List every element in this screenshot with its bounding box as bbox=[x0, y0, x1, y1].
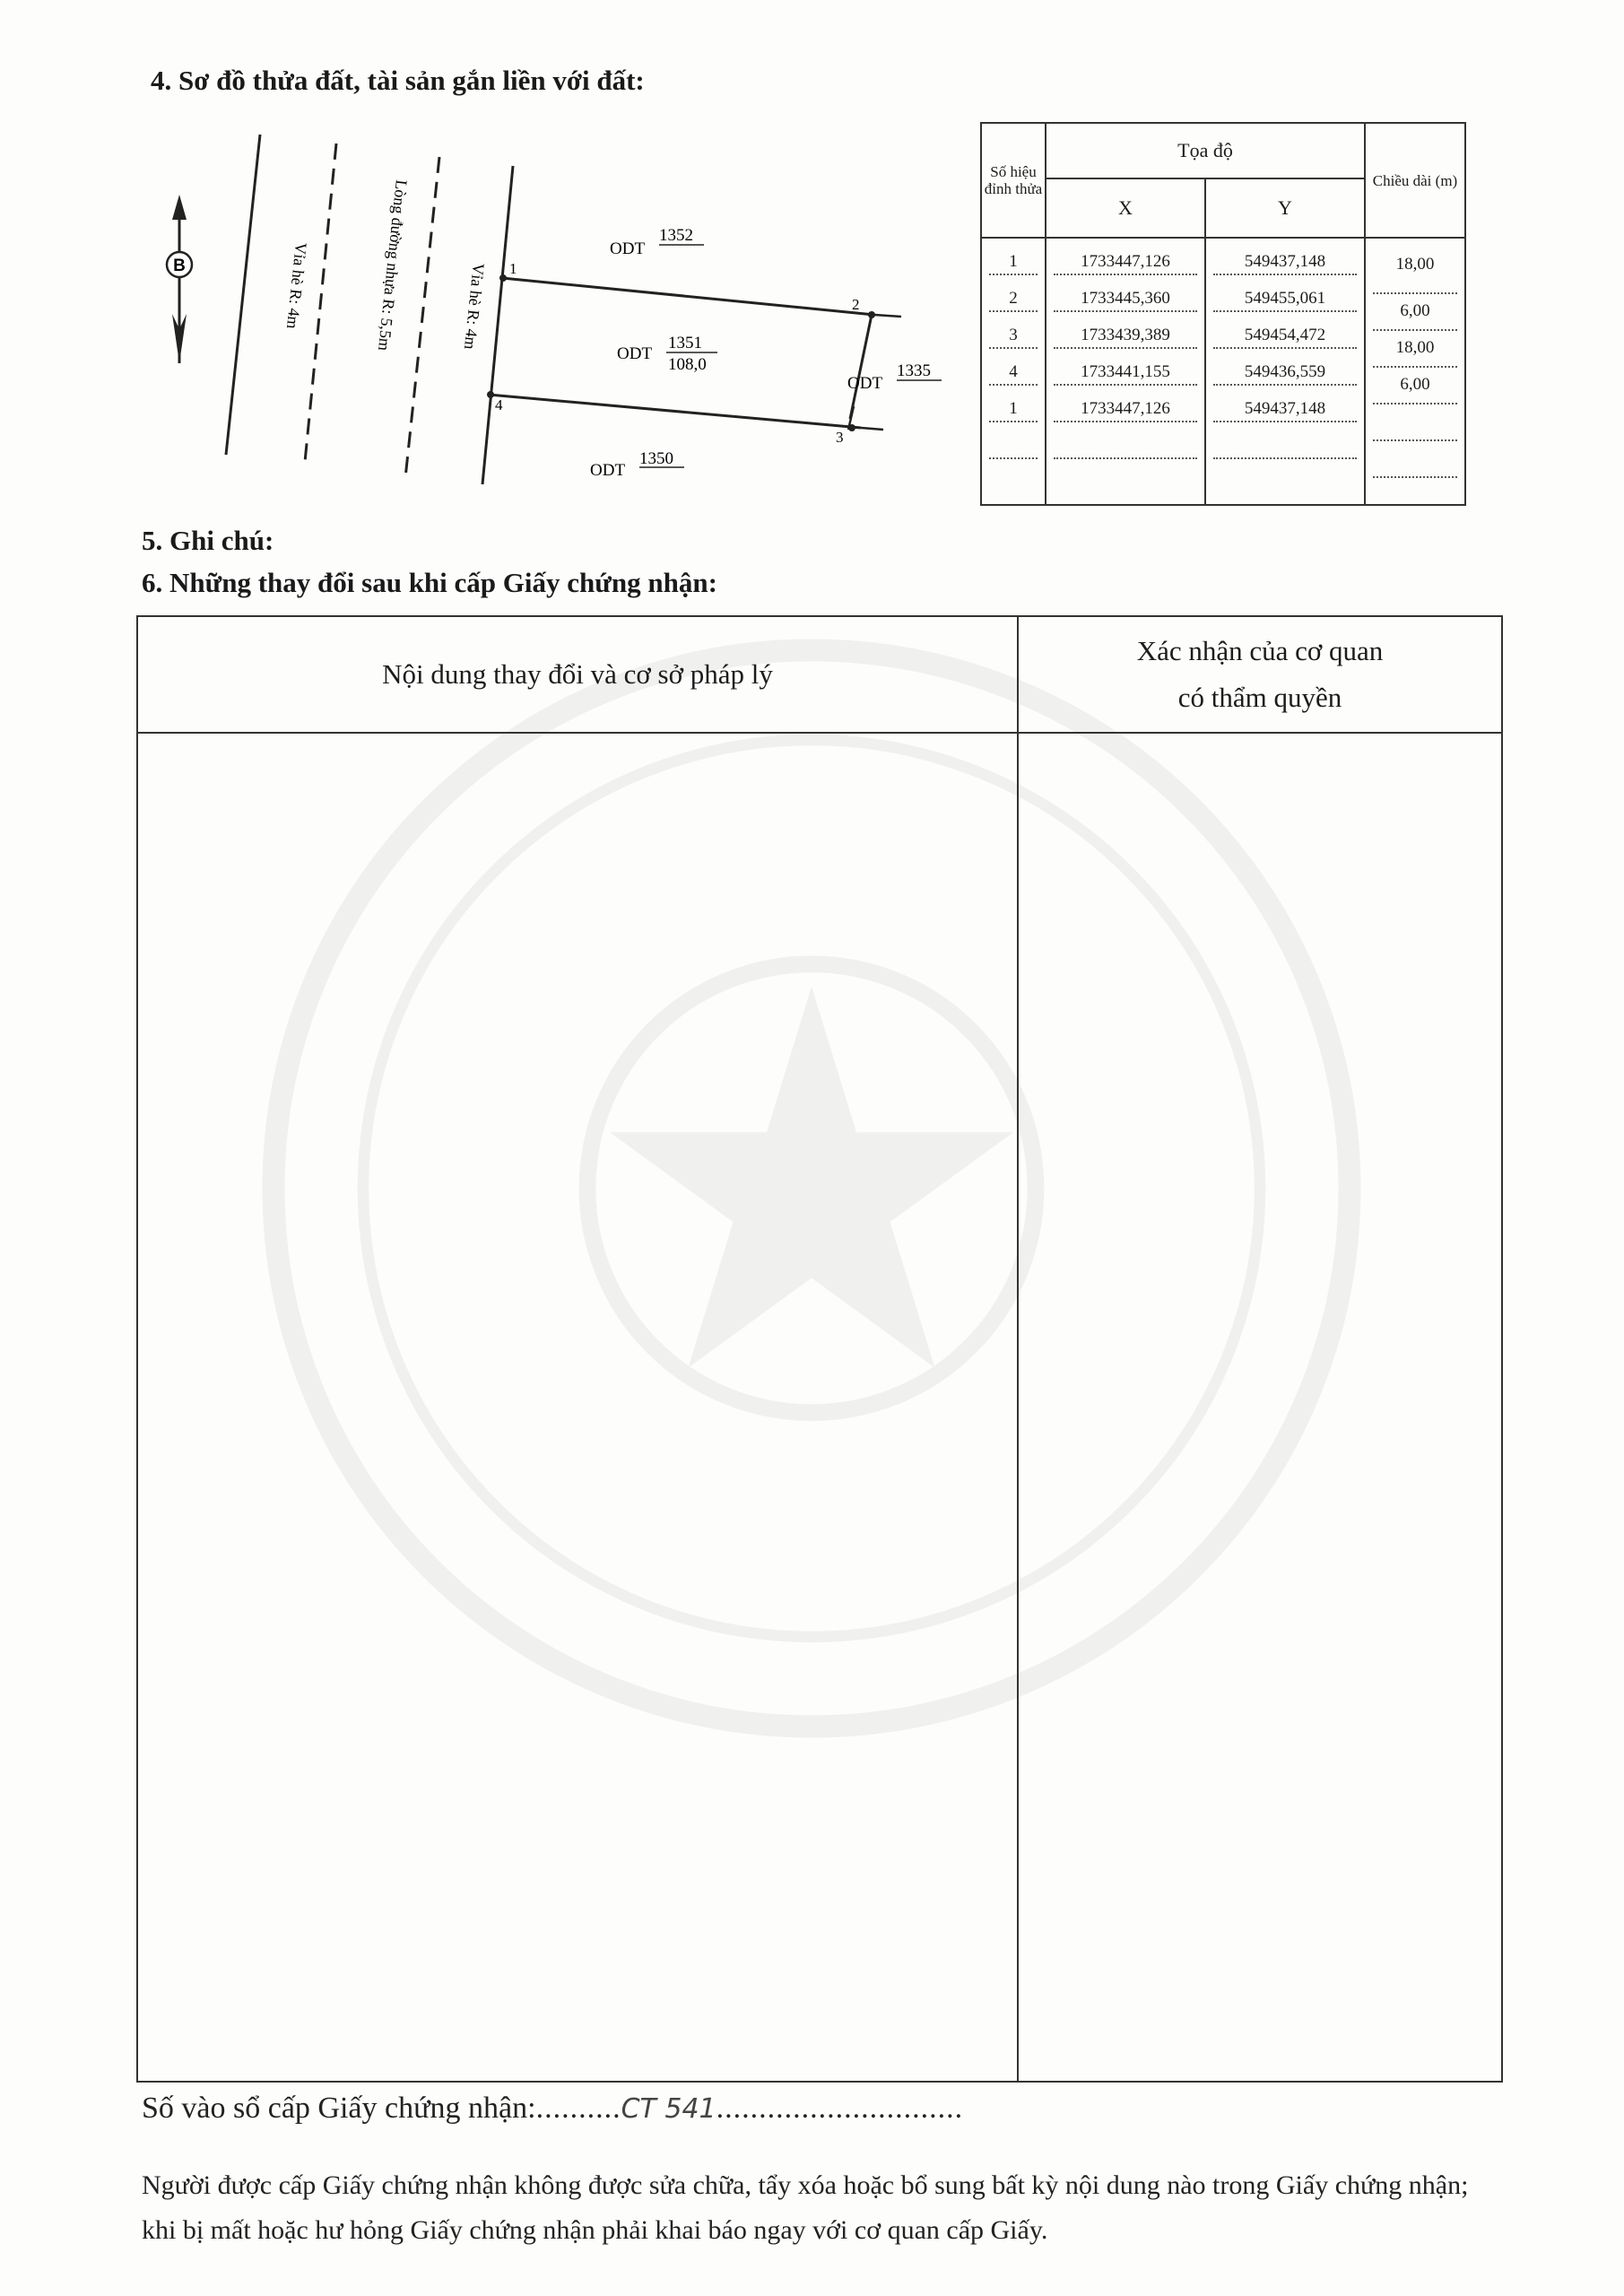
table-row: 549454,472 bbox=[1213, 312, 1357, 349]
north-arrow-icon bbox=[167, 195, 192, 363]
changes-table bbox=[136, 615, 1503, 2083]
notice-text: Người được cấp Giấy chứng nhận không được sửa chữa, tẩy xóa hoặc bổ sung bất kỳ nội dung nào trong Giấy chứng nhận; khi bị mất hoặc hư hỏng Giấy chứng nhận phải khai báo ngay với cơ quan cấp Giấy. bbox=[142, 2170, 1469, 2245]
vertex-label-4: 4 bbox=[495, 396, 503, 413]
svg-text:1335: 1335 bbox=[897, 361, 931, 380]
table-row: 549455,061 bbox=[1213, 275, 1357, 312]
parcel-edge-bottom bbox=[489, 395, 861, 428]
vertex-column bbox=[981, 238, 1046, 505]
table-row: 1733445,360 bbox=[1054, 275, 1197, 312]
changes-col2-header: Xác nhận của cơ quan có thẩm quyền bbox=[1136, 635, 1384, 713]
vertex-label-1: 1 bbox=[509, 260, 517, 277]
road-centerline-right bbox=[405, 157, 439, 478]
registry-value: CT 541 bbox=[621, 2093, 716, 2125]
table-row: 1733447,126 bbox=[1054, 386, 1197, 422]
header-length: Chiều dài (m) bbox=[1365, 123, 1465, 238]
svg-text:ODT: ODT bbox=[617, 344, 653, 363]
sidewalk-right-label: Vỉa hè R: 4m bbox=[460, 262, 488, 351]
x-column bbox=[1046, 238, 1205, 505]
table-row: 3 bbox=[989, 312, 1038, 349]
svg-text:1352: 1352 bbox=[659, 226, 693, 245]
table-row: 549437,148 bbox=[1213, 239, 1357, 275]
changes-col1-header: Nội dung thay đổi và cơ sở pháp lý bbox=[382, 658, 773, 690]
road-label: Lòng đường nhựa R: 5,5m bbox=[375, 178, 411, 352]
svg-text:ODT: ODT bbox=[590, 461, 626, 480]
section-6-title: 6. Những thay đổi sau khi cấp Giấy chứng nhận: bbox=[142, 567, 717, 598]
table-row: 6,00 bbox=[1373, 294, 1457, 331]
road-edge-right bbox=[482, 166, 513, 484]
parcel-label-main bbox=[617, 334, 717, 374]
table-row: 18,00 bbox=[1373, 331, 1457, 368]
y-column bbox=[1205, 238, 1365, 505]
table-row: 2 bbox=[989, 275, 1038, 312]
table-row: 1733439,389 bbox=[1054, 312, 1197, 349]
road-centerline-left bbox=[305, 144, 336, 462]
registry-number: Số vào sổ cấp Giấy chứng nhận:..........CT 541............................. bbox=[142, 2092, 964, 2125]
section-4-title: 4. Sơ đồ thửa đất, tài sản gắn liền với đất: bbox=[151, 65, 645, 96]
vertex-label-2: 2 bbox=[852, 296, 860, 313]
parcel-label-bottom bbox=[590, 449, 684, 480]
table-row: 4 bbox=[989, 349, 1038, 386]
table-row: 18,00 bbox=[1373, 239, 1457, 294]
svg-text:1350: 1350 bbox=[639, 449, 673, 468]
header-vertex: Số hiệu đỉnh thửa bbox=[981, 123, 1046, 238]
table-row: 6,00 bbox=[1373, 368, 1457, 404]
road-edge-left bbox=[226, 135, 260, 455]
table-row: 549437,148 bbox=[1213, 386, 1357, 422]
svg-text:ODT: ODT bbox=[847, 374, 883, 393]
header-coord: Tọa độ bbox=[1046, 123, 1365, 178]
length-column bbox=[1365, 238, 1465, 505]
parcel-sketch bbox=[143, 121, 977, 507]
vertex-label-3: 3 bbox=[836, 429, 844, 446]
svg-text:108,0: 108,0 bbox=[668, 355, 707, 374]
parcel-edge-top bbox=[502, 278, 874, 315]
section-5-title: 5. Ghi chú: bbox=[142, 525, 274, 556]
north-label: B bbox=[173, 257, 186, 275]
parcel-label-top bbox=[610, 226, 704, 258]
sidewalk-left-label: Vỉa hè R: 4m bbox=[282, 241, 310, 330]
header-x: X bbox=[1046, 178, 1205, 238]
table-row: 1733441,155 bbox=[1054, 349, 1197, 386]
coordinate-table bbox=[980, 122, 1466, 506]
svg-text:1351: 1351 bbox=[668, 334, 702, 352]
svg-text:ODT: ODT bbox=[610, 239, 646, 258]
table-row: 1733447,126 bbox=[1054, 239, 1197, 275]
table-row: 1 bbox=[989, 239, 1038, 275]
parcel-edge-right bbox=[850, 315, 872, 419]
header-y: Y bbox=[1205, 178, 1365, 238]
table-row: 1 bbox=[989, 386, 1038, 422]
table-row: 549436,559 bbox=[1213, 349, 1357, 386]
